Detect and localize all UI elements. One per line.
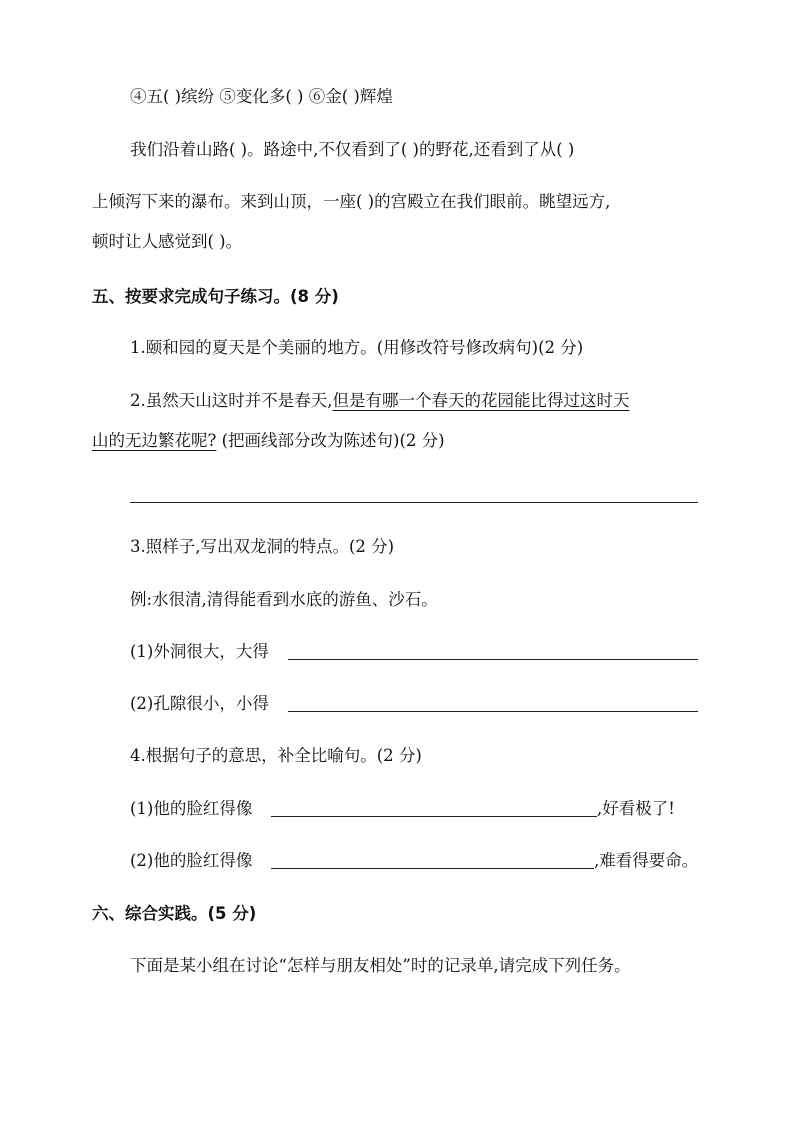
question-5-2-line-2 — [92, 430, 445, 452]
question-5-4-item-2-suffix: ,难看得要命。 — [594, 851, 699, 870]
idiom-fill-line: ④五( )缤纷 ⑤变化多( ) ⑥金( )辉煌 — [130, 87, 393, 106]
section-6-heading: 六、综合实践。(5 分) — [92, 904, 257, 923]
answer-line-5-3-1[interactable] — [288, 659, 698, 660]
question-5-2-prefix: 2.虽然天山这时并不是春天, — [130, 391, 333, 410]
question-5-4-item-1-suffix: ,好看极了! — [597, 799, 675, 818]
question-5-4: 4.根据句子的意思，补全比喻句。(2 分) — [130, 746, 422, 765]
question-5-4-item-1-prefix: (1)他的脸红得像 — [130, 799, 253, 818]
question-5-3-example: 例:水很清,清得能看到水底的游鱼、沙石。 — [130, 590, 438, 609]
paragraph-line-1: 我们沿着山路( )。路途中,不仅看到了( )的野花,还看到了从( ) — [130, 140, 575, 159]
answer-line-5-4-2[interactable] — [271, 868, 594, 869]
question-5-2-underlined-a: 但是有哪一个春天的花园能比得过这时天 — [332, 391, 630, 410]
answer-line-5-4-1[interactable] — [271, 816, 597, 817]
question-5-3-item-2: (2)孔隙很小，小得 — [130, 694, 269, 713]
question-5-2-suffix: (把画线部分改为陈述句)(2 分) — [216, 431, 445, 450]
answer-line-5-3-2[interactable] — [288, 711, 698, 712]
paragraph-line-3: 顿时让人感觉到( )。 — [92, 232, 243, 251]
section-5-heading: 五、按要求完成句子练习。(8 分) — [92, 287, 339, 306]
paragraph-line-2: 上倾泻下来的瀑布。来到山顶，一座( )的宫殿立在我们眼前。眺望远方, — [92, 192, 611, 211]
answer-line-5-2[interactable] — [130, 502, 698, 503]
question-5-4-item-2-prefix: (2)他的脸红得像 — [130, 851, 253, 870]
question-5-1: 1.颐和园的夏天是个美丽的地方。(用修改符号修改病句)(2 分) — [130, 338, 584, 357]
question-5-2-underlined-b: 山的无边繁花呢? — [92, 431, 217, 450]
question-5-3: 3.照样子,写出双龙洞的特点。(2 分) — [130, 537, 395, 556]
question-5-3-item-1: (1)外洞很大，大得 — [130, 642, 269, 661]
section-6-intro: 下面是某小组在讨论“怎样与朋友相处”时的记录单,请完成下列任务。 — [130, 956, 631, 975]
question-5-2-line-1 — [130, 390, 630, 412]
